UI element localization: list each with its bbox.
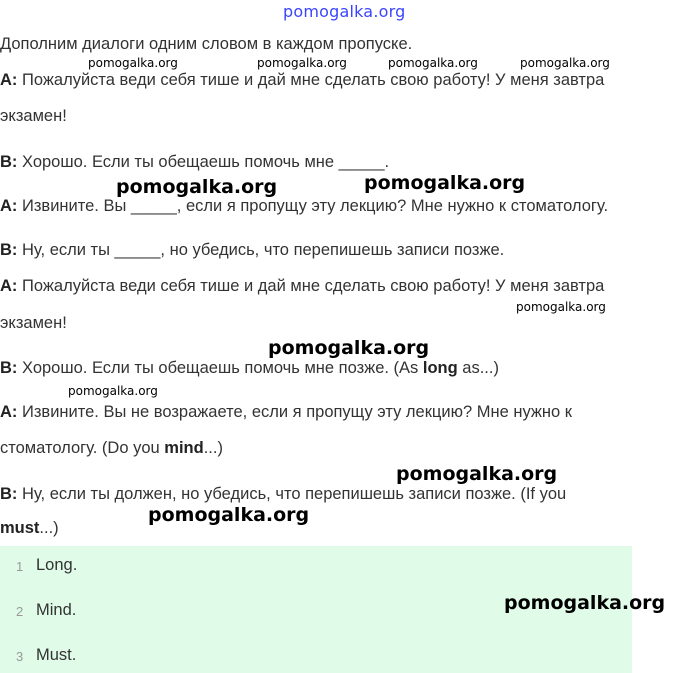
line-text: Извините. Вы _____, если я пропущу эту лекцию? Мне нужно к стоматологу. (17, 197, 609, 215)
speaker-label: A: (0, 403, 18, 421)
line-text: стоматологу. (Do you (0, 439, 165, 457)
answer-text: Must. (36, 646, 77, 664)
speaker-label: A: (0, 277, 18, 295)
dialog2-a1-line2: экзамен! (0, 314, 67, 332)
line-text: Пожалуйста веди себя тише и дай мне сделать свою работу! У меня завтра (17, 71, 605, 89)
watermark-top: pomogalka.org (283, 2, 406, 21)
watermark: pomogalka.org (268, 337, 430, 359)
dialog2-a2-line1 (0, 402, 572, 422)
watermark: pomogalka.org (116, 176, 278, 198)
dialog1-a1-line2: экзамен! (0, 107, 67, 125)
dialog2-b1 (0, 358, 499, 378)
watermark: pomogalka.org (396, 463, 558, 485)
dialog1-a1-line1 (0, 70, 604, 90)
speaker-label: A: (0, 197, 18, 215)
watermark: pomogalka.org (68, 384, 158, 398)
watermark: pomogalka.org (88, 56, 178, 70)
line-text: as...) (457, 359, 499, 377)
watermark: pomogalka.org (388, 56, 478, 70)
watermark: pomogalka.org (257, 56, 347, 70)
answer-number: 1 (16, 559, 24, 574)
line-text: Хорошо. Если ты обещаешь помочь мне позже. (As (17, 359, 423, 377)
line-text: ...) (203, 439, 223, 457)
dialog2-b2-line1 (0, 484, 566, 504)
watermark: pomogalka.org (148, 504, 310, 526)
answer-text: Mind. (36, 601, 77, 619)
line-text: Хорошо. Если ты обещаешь помочь мне _____. (17, 153, 390, 171)
answer-word: mind (164, 439, 204, 457)
answer-word: must (0, 519, 40, 537)
speaker-label: B: (0, 485, 18, 503)
answer-number: 2 (16, 604, 24, 619)
line-text: Ну, если ты должен, но убедись, что перепишешь записи позже. (If you (17, 485, 567, 503)
dialog1-b1 (0, 152, 389, 172)
instruction-text: Дополним диалоги одним словом в каждом пропуске. (0, 35, 413, 53)
line-text: Ну, если ты _____, но убедись, что перепишешь записи позже. (17, 241, 505, 259)
line-text: Извините. Вы не возражаете, если я пропущу эту лекцию? Мне нужно к (17, 403, 573, 421)
watermark: pomogalka.org (364, 172, 526, 194)
speaker-label: B: (0, 241, 18, 259)
answer-word: long (422, 359, 458, 377)
speaker-label: A: (0, 71, 18, 89)
dialog2-a1-line1 (0, 276, 604, 296)
line-text: Пожалуйста веди себя тише и дай мне сделать свою работу! У меня завтра (17, 277, 605, 295)
watermark: pomogalka.org (504, 592, 666, 614)
watermark: pomogalka.org (516, 300, 606, 314)
answer-text: Long. (36, 556, 78, 574)
speaker-label: B: (0, 359, 18, 377)
answer-number: 3 (16, 649, 24, 664)
line-text: ...) (39, 519, 59, 537)
dialog2-a2-line2 (0, 438, 223, 458)
dialog2-b2-line2 (0, 518, 59, 538)
watermark: pomogalka.org (520, 56, 610, 70)
speaker-label: B: (0, 153, 18, 171)
dialog1-b2 (0, 240, 504, 260)
dialog1-a2 (0, 196, 608, 216)
